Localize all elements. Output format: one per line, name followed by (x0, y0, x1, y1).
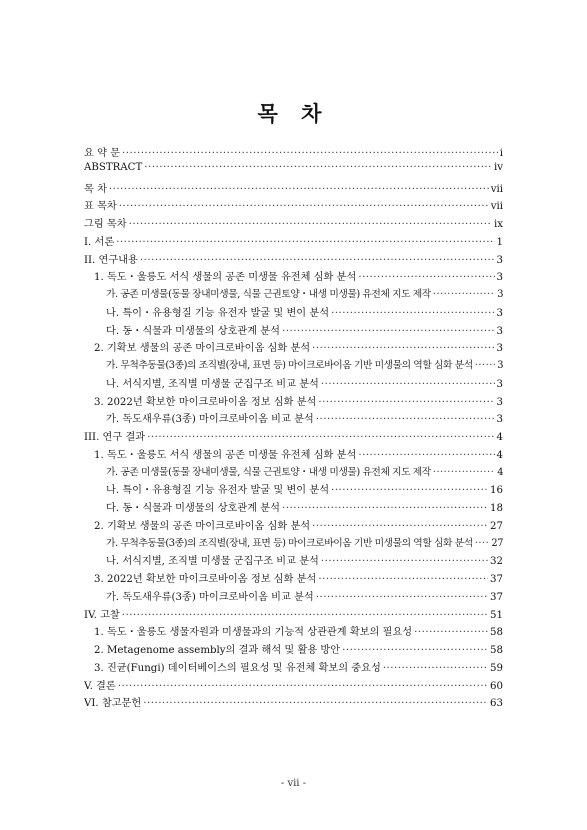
toc-entry-page: i (499, 148, 503, 159)
page-number-footer: - vii - (280, 778, 307, 789)
toc-entry-label: 가. 공존 미생물(동물 장내미생물, 식물 근권토양・내생 미생물) 유전체 지도 제작 (106, 466, 431, 478)
dot-leader (312, 343, 494, 354)
dot-leader (140, 255, 495, 266)
toc-entry-page: 51 (490, 609, 503, 621)
toc-entry[interactable] (84, 499, 503, 517)
toc-entry-page: 63 (490, 698, 503, 710)
toc-entry-page: 18 (490, 503, 503, 514)
toc-entry-label: 1. 독도・울릉도 서식 생물의 공존 미생물 유전체 심화 분석 (94, 272, 357, 284)
toc-entry-label: 그림 목차 (84, 219, 127, 230)
toc-entry-page: iv (493, 161, 503, 173)
toc-entry-label: 나. 서식지별, 조직별 미생물 군집구조 비교 분석 (106, 378, 319, 390)
toc-entry-page: vii (490, 201, 503, 213)
toc-entry[interactable] (84, 641, 503, 659)
toc-entry-label: II. 연구내용 (84, 254, 138, 266)
dot-leader (316, 592, 488, 603)
toc-entry-label: 가. 독도새우류(3종) 마이크로바이옴 비교 분석 (106, 591, 314, 603)
toc-entry-label: 목 차 (84, 183, 107, 195)
toc-entry-label: III. 연구 결과 (84, 432, 146, 443)
toc-entry-page: 3 (496, 378, 503, 390)
dot-leader (122, 148, 498, 159)
toc-entry-page: 3 (496, 272, 503, 284)
toc-entry-label: 가. 독도새우류(3종) 마이크로바이옴 비교 분석 (106, 414, 314, 426)
toc-entry-page: vii (490, 183, 503, 195)
dot-leader (118, 681, 488, 692)
toc-entry-page: 3 (496, 343, 503, 355)
toc-entry[interactable] (84, 180, 503, 198)
toc-entry[interactable] (84, 410, 503, 428)
dot-leader (475, 360, 495, 371)
table-of-contents (84, 144, 503, 712)
toc-entry-label: 표 목차 (84, 201, 117, 213)
dot-leader (282, 503, 488, 514)
dot-leader (318, 574, 488, 585)
dot-leader (116, 237, 494, 248)
toc-entry-page: 16 (490, 485, 503, 497)
toc-entry-label: 3. 2022년 확보한 마이크로바이옴 정보 심화 분석 (94, 574, 317, 585)
toc-entry-page: 4 (496, 449, 503, 461)
dot-leader (331, 308, 494, 319)
toc-entry-label: 나. 서식지별, 조직별 미생물 군집구조 비교 분석 (106, 556, 319, 568)
toc-entry[interactable] (84, 339, 503, 357)
toc-entry[interactable] (84, 464, 503, 482)
dot-leader (144, 162, 492, 173)
dot-leader (312, 521, 488, 532)
toc-entry[interactable] (84, 233, 503, 251)
toc-entry-label: 가. 공존 미생물(동물 장내미생물, 식물 근권토양・내생 미생물) 유전체 지도 제작 (106, 289, 431, 300)
toc-entry-label: 다. 동・식물과 미생물의 상호관계 분석 (106, 325, 280, 337)
toc-entry[interactable] (84, 481, 503, 499)
toc-entry-page: 3 (496, 414, 503, 426)
dot-leader (122, 610, 488, 621)
toc-entry-label: V. 결론 (84, 680, 116, 692)
toc-entry-page: 27 (491, 537, 503, 549)
dot-leader (129, 219, 492, 230)
toc-entry[interactable] (84, 304, 503, 322)
toc-entry-label: IV. 고찰 (84, 609, 120, 621)
toc-entry-page: 3 (496, 396, 503, 408)
toc-entry-page: 58 (490, 627, 503, 639)
toc-entry-label: 나. 특이・유용형질 기능 유전자 발굴 및 변이 분석 (106, 307, 330, 319)
dot-leader (433, 467, 495, 478)
dot-leader (119, 201, 489, 212)
dot-leader (316, 414, 495, 425)
toc-entry[interactable] (84, 677, 503, 695)
toc-entry-page: 59 (490, 662, 503, 674)
toc-entry[interactable] (84, 623, 503, 641)
toc-entry[interactable] (84, 251, 503, 269)
toc-entry-label: 2. Metagenome assembly의 결과 해석 및 활용 방안 (94, 645, 341, 656)
toc-entry[interactable] (84, 357, 503, 375)
toc-entry-label: 다. 동・식물과 미생물의 상호관계 분석 (106, 503, 280, 514)
toc-entry-page: 58 (490, 645, 503, 656)
toc-entry[interactable] (84, 659, 503, 677)
toc-entry-label: 3. 진균(Fungi) 데이터베이스의 필요성 및 유전체 확보의 중요성 (94, 662, 381, 674)
toc-entry-label: 2. 기확보 생물의 공존 마이크로바이옴 심화 분석 (94, 343, 311, 355)
toc-entry-page: 4 (497, 466, 503, 478)
toc-entry[interactable] (84, 606, 503, 624)
toc-entry-label: 3. 2022년 확보한 마이크로바이옴 정보 심화 분석 (94, 396, 317, 408)
dot-leader (318, 397, 494, 408)
dot-leader (342, 645, 488, 656)
toc-entry-page: 27 (490, 520, 503, 532)
toc-entry-page: 37 (490, 591, 503, 603)
toc-entry[interactable] (84, 286, 503, 304)
toc-entry[interactable] (84, 552, 503, 570)
toc-entry-label: 나. 특이・유용형질 기능 유전자 발굴 및 변이 분석 (106, 485, 330, 497)
toc-entry-label: 가. 무척추동물(3종)의 조직별(장내, 표면 등) 마이크로바이옴 기반 미생물의 역할 심화 분석 (106, 360, 473, 371)
toc-entry[interactable] (84, 375, 503, 393)
toc-entry-page: 37 (490, 574, 503, 585)
toc-entry[interactable] (84, 446, 503, 464)
dot-leader (358, 450, 494, 461)
dot-leader (109, 184, 489, 195)
toc-entry-label: ABSTRACT (84, 161, 143, 173)
toc-entry[interactable] (84, 517, 503, 535)
dot-leader (321, 379, 495, 390)
toc-entry-page: 3 (496, 325, 503, 337)
toc-entry[interactable] (84, 428, 503, 446)
toc-entry-label: 2. 기확보 생물의 공존 마이크로바이옴 심화 분석 (94, 520, 311, 532)
dot-leader (321, 556, 488, 567)
dot-leader (143, 698, 488, 709)
toc-entry[interactable] (84, 588, 503, 606)
toc-entry-page: 3 (497, 360, 503, 371)
toc-entry[interactable] (84, 535, 503, 553)
dot-leader (147, 432, 494, 443)
toc-entry[interactable] (84, 570, 503, 588)
toc-entry-page: 60 (490, 680, 503, 692)
toc-entry-label: 요 약 문 (84, 148, 120, 159)
dot-leader (282, 326, 495, 337)
toc-entry-page: 3 (496, 307, 503, 319)
toc-entry[interactable] (84, 694, 503, 712)
toc-entry-label: I. 서론 (84, 236, 115, 248)
toc-entry[interactable] (84, 144, 503, 162)
toc-entry-label: 1. 독도・울릉도 생물자원과 미생물과의 기능적 상관관계 확보의 필요성 (94, 627, 413, 639)
dot-leader (475, 538, 490, 549)
toc-entry-page: 1 (496, 236, 503, 248)
dot-leader (383, 663, 488, 674)
toc-entry-label: VI. 참고문헌 (84, 698, 142, 710)
toc-entry-page: 3 (496, 254, 503, 266)
toc-entry-page: 4 (496, 432, 503, 443)
toc-entry[interactable] (84, 215, 503, 233)
toc-entry-page: 32 (490, 556, 503, 568)
toc-entry-label: 1. 독도・울릉도 서식 생물의 공존 미생물 유전체 심화 분석 (94, 449, 357, 461)
toc-entry-label: 가. 무척추동물(3종)의 조직별(장내, 표면 등) 마이크로바이옴 기반 미생물의 역할 심화 분석 (106, 537, 473, 549)
toc-entry-page: ix (493, 219, 503, 230)
toc-entry[interactable] (84, 162, 503, 180)
toc-entry-page: 3 (497, 289, 503, 300)
toc-entry[interactable] (84, 322, 503, 340)
toc-entry[interactable] (84, 197, 503, 215)
toc-entry[interactable] (84, 393, 503, 411)
dot-leader (331, 485, 488, 496)
dot-leader (414, 627, 488, 638)
toc-entry[interactable] (84, 268, 503, 286)
page-title: 목 차 (257, 101, 330, 126)
dot-leader (433, 289, 495, 300)
dot-leader (358, 272, 494, 283)
